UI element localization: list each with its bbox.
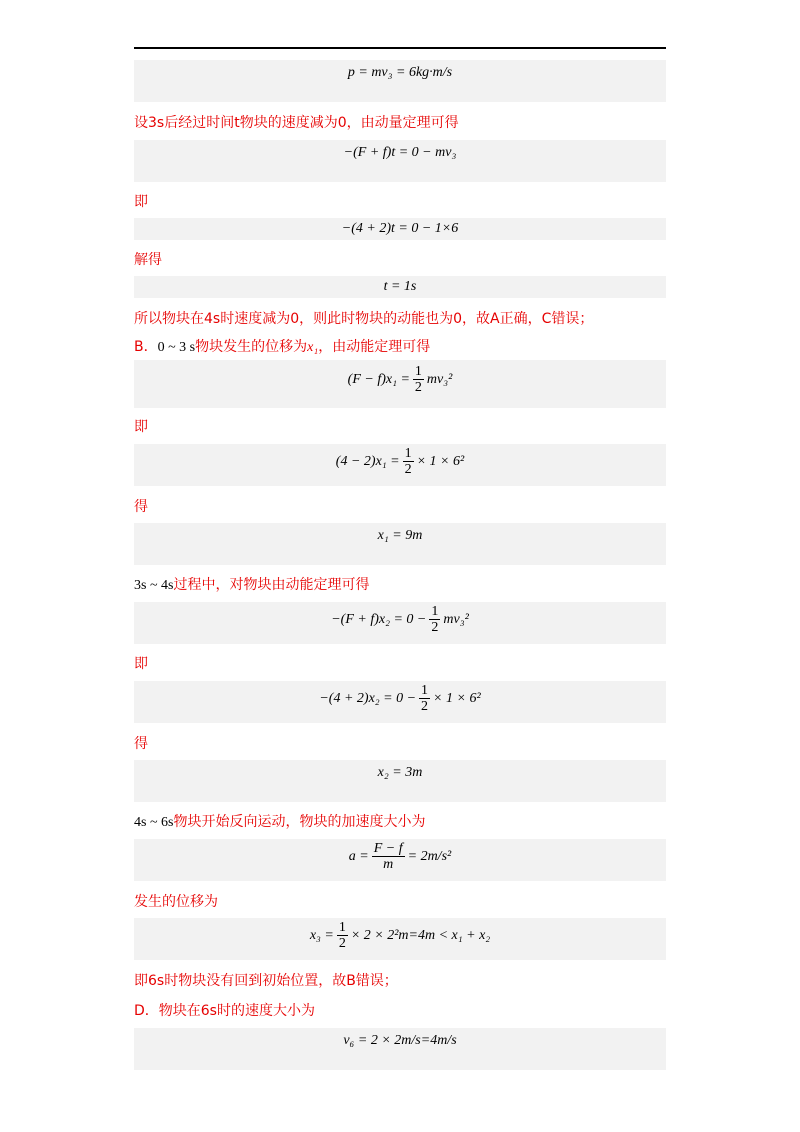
equation-kinetic-energy-2-numeric: −(4 + 2)x₂ = 0 − $\frac{1}{2}$ × 1 × 6² — [134, 681, 666, 723]
equation-momentum-value: p = mv₃ = 6kg·m/s — [134, 60, 666, 102]
equation-x3: x₃ = $\frac{1}{2}$ × 2 × 2²m=4m < x₁ + x₂ — [134, 918, 666, 960]
fraction: $\frac{1}{2}$ — [431, 604, 439, 635]
equation-impulse: −(F + f)t = 0 − mv₃ — [134, 140, 666, 182]
text-line: 即6s时物块没有回到初始位置，故B错误； — [134, 973, 398, 989]
header-rule — [134, 47, 666, 49]
text-line: 即 — [134, 656, 148, 672]
equation-kinetic-energy-2: −(F + f)x₂ = 0 − $\frac{1}{2}$ mv₃² — [134, 602, 666, 644]
equation-velocity-6s: v₆ = 2 × 2m/s=4m/s — [134, 1028, 666, 1070]
text-line: 解得 — [134, 252, 162, 268]
equation-acceleration: a = $\frac{F - f}{m}$ = 2m/s² — [134, 839, 666, 881]
fraction: $\frac{F - f}{m}$ — [373, 841, 403, 872]
text-line: 4s ~ 6s物块开始反向运动，物块的加速度大小为 — [134, 814, 426, 830]
text-line: 发生的位移为 — [134, 894, 218, 910]
fraction: $\frac{1}{2}$ — [338, 920, 346, 951]
text-line: D．物块在6s时的速度大小为 — [134, 1003, 315, 1019]
equation-kinetic-energy-1-numeric: (4 − 2)x₁ = $\frac{1}{2}$ × 1 × 6² — [134, 444, 666, 486]
text-line: 设3s后经过时间t物块的速度减为0，由动量定理可得 — [134, 115, 459, 131]
text-line: 得 — [134, 499, 148, 515]
text-line: 即 — [134, 419, 148, 435]
text-line: 所以物块在4s时速度减为0，则此时物块的动能也为0，故A正确，C错误； — [134, 311, 594, 327]
fraction: $\frac{1}{2}$ — [404, 446, 412, 477]
equation-x1: x₁ = 9m — [134, 523, 666, 565]
equation-time: t = 1s — [134, 276, 666, 298]
equation-impulse-numeric: −(4 + 2)t = 0 − 1×6 — [134, 218, 666, 240]
equation-x2: x₂ = 3m — [134, 760, 666, 802]
equation-kinetic-energy-1: (F − f)x₁ = $\frac{1}{2}$ mv₃² — [134, 360, 666, 408]
text-line: 3s ~ 4s过程中，对物块由动能定理可得 — [134, 577, 370, 593]
text-line-b: B．0 ~ 3 s物块发生的位移为x₁，由动能定理可得 — [134, 339, 431, 355]
fraction: $\frac{1}{2}$ — [421, 683, 429, 714]
text-line: 即 — [134, 194, 148, 210]
text-line: 得 — [134, 736, 148, 752]
fraction: $\frac{1}{2}$ — [414, 364, 422, 395]
